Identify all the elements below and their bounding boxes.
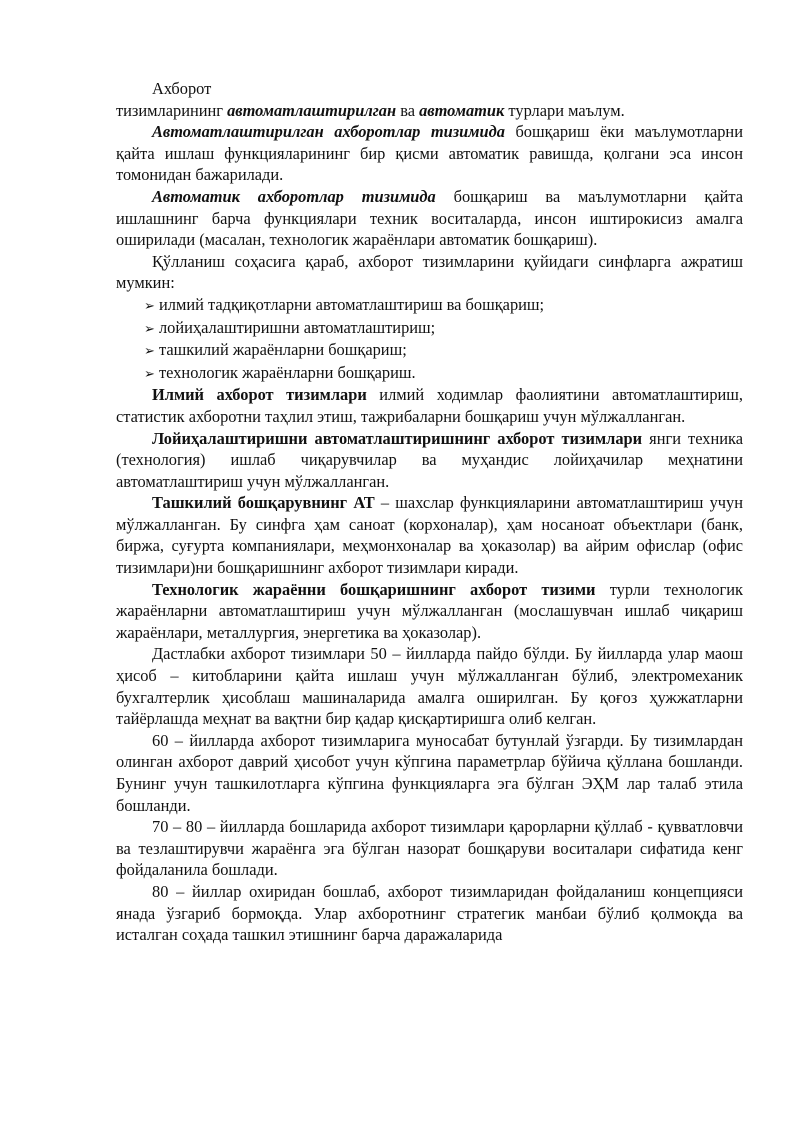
arrow-bullet-icon: ➢ bbox=[144, 297, 155, 313]
paragraph-intro: тизимларининг автоматлаштирилган ва автоматик турлари маълум. bbox=[116, 100, 625, 120]
paragraph-automatic-systems: Автоматик ахборотлар тизимида бошқариш ва маълумотларни қайта ишлашнинг барча функциялари техник воситаларда, инсон иштирокисиз амалга оширилади (масалан, технологик жараёнлари автоматик бошқариш). bbox=[116, 186, 743, 250]
paragraph-history-80s: 80 – йиллар охиридан бошлаб, ахборот тизимларидан фойдаланиш концепцияси янада ўзгариб бормоқда. Улар ахборотнинг стратегик манбаи бўлиб қолмоқда ва исталган соҳада ташкил этишнинг барча даражаларида bbox=[116, 881, 743, 945]
paragraph-scientific-systems: Илмий ахборот тизимлари илмий ходимлар фаолиятини автоматлаштириш, статистик ахборотни таҳлил этиш, тажрибаларни бошқариш учун мўлжалланган. bbox=[116, 385, 743, 426]
paragraph-history-50s: Дастлабки ахборот тизимлари 50 – йилларда пайдо бўлди. Бу йилларда улар маош ҳисоб – китобларини қайта ишлаш учун мўлжалланган бўлиб, электромеханик бухгалтерлик ҳисоблаш машиналарида амалга оширилган. Бу қоғоз ҳужжатларни тайёрлашда меҳнат ва вақтни бир қадар қисқартиришга олиб келган. bbox=[116, 644, 743, 729]
classification-list bbox=[116, 294, 743, 384]
arrow-bullet-icon: ➢ bbox=[144, 343, 155, 359]
document-page bbox=[116, 78, 743, 946]
paragraph-intro-title: Ахборот bbox=[152, 79, 212, 98]
term-technological-systems: Технологик жараённи бошқаришнинг ахборот тизими bbox=[152, 579, 596, 599]
term-design-systems: Лойиҳалаштиришни автоматлаштиришнинг ахборот тизимлари bbox=[152, 428, 643, 448]
list-item: ➢ технологик жараёнларни бошқариш. bbox=[144, 362, 743, 385]
paragraph-history-70s: 70 – 80 – йилларда бошларида ахборот тизимлари қарорларни қўллаб - қувватловчи ва тезлаштирувчи жараёнга эга бўлган назорат бошқаруви воситалари сифатида кенг фойдаланила бошлади. bbox=[116, 817, 743, 880]
term-automated-systems: Автоматлаштирилган ахборотлар тизимида bbox=[152, 122, 505, 142]
list-item: ➢ лойиҳалаштиришни автоматлаштириш; bbox=[144, 317, 743, 340]
arrow-bullet-icon: ➢ bbox=[144, 365, 155, 381]
paragraph-organizational-systems: Ташкилий бошқарувнинг АТ – шахслар функцияларини автоматлаштириш учун мўлжалланган. Бу синфга ҳам саноат (корхоналар), ҳам носаноат объектлари (банк, биржа, суғурта компаниялари, меҳмонхоналар ва ҳоказолар) ва айрим офислар (офис тизимлари)ни бошқаришнинг ахборот тизимлари киради. bbox=[116, 493, 743, 578]
paragraph-technological-systems: Технологик жараённи бошқаришнинг ахборот тизими турли технологик жараёнларни автоматлаштириш учун мўлжалланган (мослашувчан ишлаб чиқариш жараёнлари, металлургия, энергетика ва ҳоказолар). bbox=[116, 579, 743, 642]
emphasis-automatic: автоматик bbox=[419, 100, 505, 120]
paragraph-automated-systems: Автоматлаштирилган ахборотлар тизимида бошқариш ёки маълумотларни қайта ишлаш функцияларининг бир қисми автоматик равишда, қолгани эса инсон томонидан бажарилади. bbox=[116, 122, 743, 185]
paragraph-history-60s: 60 – йилларда ахборот тизимларига муносабат бутунлай ўзгарди. Бу тизимлардан олинган ахборот даврий ҳисобот учун кўпгина параметрлар бўйича қўллана бошланди. Бунинг учун ташкилотларга кўпгина функцияларга эга бўлган ЭҲМ лар талаб этила бошланди. bbox=[116, 730, 743, 815]
paragraph-classification: Қўлланиш соҳасига қараб, ахборот тизимларини қуйидаги синфларга ажратиш мумкин: bbox=[116, 251, 743, 293]
list-item: ➢ ташкилий жараёнларни бошқариш; bbox=[144, 339, 743, 362]
term-organizational-systems: Ташкилий бошқарувнинг АТ bbox=[152, 493, 375, 513]
list-item: ➢ илмий тадқиқотларни автоматлаштириш ва бошқариш; bbox=[144, 294, 743, 317]
emphasis-automated: автоматлаштирилган bbox=[227, 100, 397, 120]
arrow-bullet-icon: ➢ bbox=[144, 320, 155, 336]
paragraph-design-systems: Лойиҳалаштиришни автоматлаштиришнинг ахборот тизимлари янги техника (технология) ишлаб чиқарувчилар ва муҳандис лойиҳачилар меҳнатини автоматлаштириш учун мўлжалланган. bbox=[116, 428, 743, 491]
term-automatic-systems: Автоматик ахборотлар тизимида bbox=[152, 186, 436, 206]
term-scientific-systems: Илмий ахборот тизимлари bbox=[152, 385, 367, 405]
